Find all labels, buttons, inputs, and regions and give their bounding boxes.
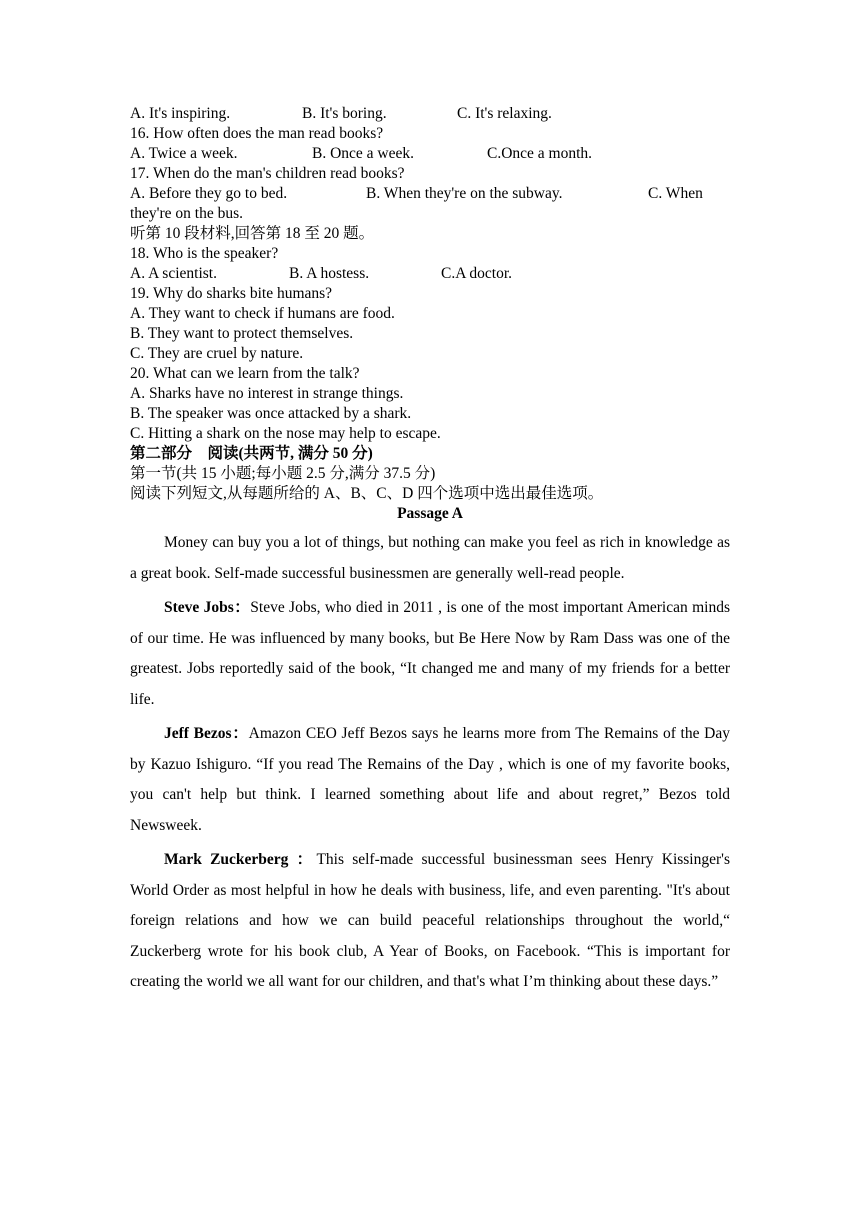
part-2-heading: 第二部分 阅读(共两节, 满分 50 分)	[130, 445, 373, 462]
q17-option-b: B. When they're on the subway.	[366, 185, 563, 202]
passage-paragraph-jobs	[130, 593, 730, 715]
q15-option-c: C. It's relaxing.	[457, 105, 552, 122]
paragraph-body-jobs: Steve Jobs, who died in 2011 , is one of the most important American minds of our time. He was influenced by many books, but Be Here Now by Ram Dass was one of the greatest. Jobs reportedly said of the book, “It changed me and many of my friends for a better life.	[130, 599, 730, 708]
paragraph-lead-jobs: Steve Jobs：	[164, 599, 251, 616]
exam-page	[130, 104, 730, 998]
q16-question: 16. How often does the man read books?	[130, 125, 384, 142]
q17-option-c: C. When	[648, 185, 703, 202]
q16-option-c: C.Once a month.	[487, 145, 593, 162]
q19-option-a: A. They want to check if humans are food.	[130, 305, 395, 322]
q20-option-b: B. The speaker was once attacked by a shark.	[130, 405, 412, 422]
q18-options	[130, 264, 730, 284]
q17-options	[130, 184, 730, 204]
q16-option-b: B. Once a week.	[312, 145, 414, 162]
paragraph-body-zuckerberg: This self-made successful businessman sees Henry Kissinger's World Order as most helpful in how he deals with business, life, and even parenting. "It's about foreign relations and how we can build peaceful relationships throughout the world,“ Zuckerberg wrote for his book club, A Year of Books, on Facebook. “This is important for creating the world we all want for our children, and that's what I’m thinking about these days.”	[130, 851, 730, 990]
section-1-heading: 第一节(共 15 小题;每小题 2.5 分,满分 37.5 分)	[130, 465, 436, 482]
section-10-instruction: 听第 10 段材料,回答第 18 至 20 题。	[130, 225, 375, 242]
q17-question: 17. When do the man's children read books?	[130, 165, 405, 182]
q16-options	[130, 144, 730, 164]
paragraph-lead-zuckerberg: Mark Zuckerberg ：	[164, 851, 317, 868]
passage-title: Passage A	[397, 505, 463, 522]
q18-option-a: A. A scientist.	[130, 265, 217, 282]
q20-question: 20. What can we learn from the talk?	[130, 365, 360, 382]
q18-question: 18. Who is the speaker?	[130, 245, 279, 262]
q18-option-b: B. A hostess.	[289, 265, 370, 282]
q20-option-a: A. Sharks have no interest in strange things.	[130, 385, 404, 402]
q17-option-a: A. Before they go to bed.	[130, 185, 288, 202]
q17-option-c-continued: they're on the bus.	[130, 205, 243, 222]
passage-intro: Money can buy you a lot of things, but nothing can make you feel as rich in knowledge as a great book. Self-made successful businessmen are generally well-read people.	[130, 534, 730, 582]
paragraph-body-bezos: Amazon CEO Jeff Bezos says he learns more from The Remains of the Day by Kazuo Ishiguro. “If you read The Remains of the Day , which is one of my favorite books, you can't help but think. I learned something about life and about regret,” Bezos told Newsweek.	[130, 725, 730, 834]
q18-option-c: C.A doctor.	[441, 265, 513, 282]
paragraph-lead-bezos: Jeff Bezos：	[164, 725, 249, 742]
q19-option-c: C. They are cruel by nature.	[130, 345, 304, 362]
passage-paragraph-zuckerberg	[130, 845, 730, 998]
q19-question: 19. Why do sharks bite humans?	[130, 285, 333, 302]
passage-paragraph-bezos	[130, 719, 730, 841]
reading-instruction: 阅读下列短文,从每题所给的 A、B、C、D 四个选项中选出最佳选项。	[130, 485, 604, 502]
q15-option-a: A. It's inspiring.	[130, 105, 231, 122]
q15-option-b: B. It's boring.	[302, 105, 387, 122]
q19-option-b: B. They want to protect themselves.	[130, 325, 354, 342]
q16-option-a: A. Twice a week.	[130, 145, 238, 162]
q15-options	[130, 104, 730, 124]
q20-option-c: C. Hitting a shark on the nose may help to escape.	[130, 425, 441, 442]
